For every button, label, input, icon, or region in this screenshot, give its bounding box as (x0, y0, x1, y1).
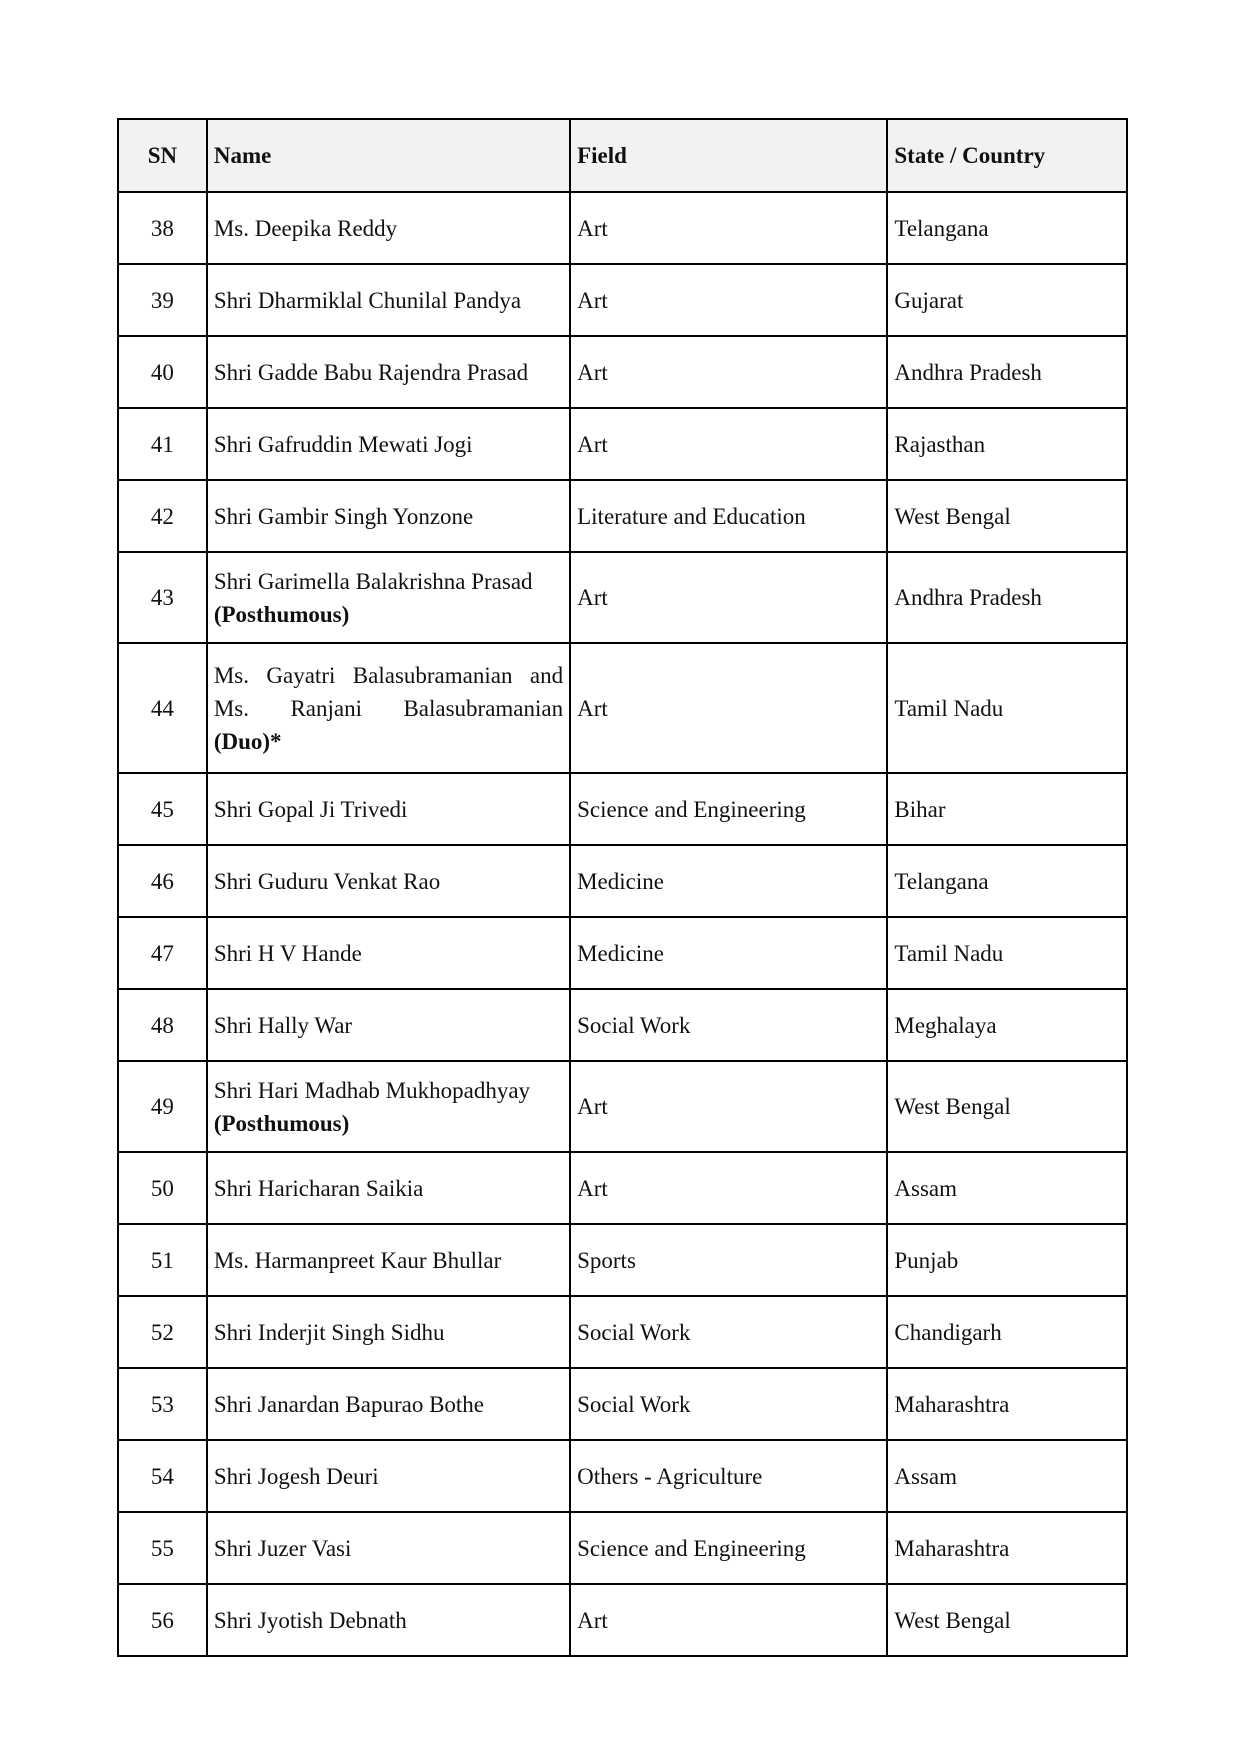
cell-sn: 46 (118, 845, 207, 917)
cell-name: Shri Gambir Singh Yonzone (207, 480, 570, 552)
cell-state: West Bengal (887, 480, 1127, 552)
cell-name: Shri Jogesh Deuri (207, 1440, 570, 1512)
header-row (118, 119, 1127, 192)
cell-sn: 44 (118, 643, 207, 773)
cell-field: Art (570, 408, 887, 480)
cell-sn: 39 (118, 264, 207, 336)
cell-name (207, 1061, 570, 1152)
cell-sn: 45 (118, 773, 207, 845)
cell-field: Social Work (570, 989, 887, 1061)
cell-state: Assam (887, 1440, 1127, 1512)
cell-name: Shri Gopal Ji Trivedi (207, 773, 570, 845)
cell-field: Art (570, 552, 887, 643)
cell-field: Others - Agriculture (570, 1440, 887, 1512)
table-row (118, 552, 1127, 643)
cell-field: Art (570, 336, 887, 408)
cell-state: Telangana (887, 845, 1127, 917)
cell-state: Rajasthan (887, 408, 1127, 480)
cell-state: Tamil Nadu (887, 643, 1127, 773)
header-name: Name (207, 119, 570, 192)
cell-name: Shri Juzer Vasi (207, 1512, 570, 1584)
cell-sn: 41 (118, 408, 207, 480)
cell-field: Art (570, 192, 887, 264)
cell-field: Literature and Education (570, 480, 887, 552)
cell-sn: 47 (118, 917, 207, 989)
cell-state: Andhra Pradesh (887, 336, 1127, 408)
cell-state: Maharashtra (887, 1368, 1127, 1440)
cell-field: Social Work (570, 1296, 887, 1368)
cell-state: Meghalaya (887, 989, 1127, 1061)
name-text: Ms. Gayatri Balasubramanian and Ms. Ranjani Balasubramanian (213, 662, 564, 721)
cell-state: Andhra Pradesh (887, 552, 1127, 643)
table-row (118, 264, 1127, 336)
duo-note: (Duo)* (213, 728, 282, 754)
cell-state: Tamil Nadu (887, 917, 1127, 989)
table-row (118, 917, 1127, 989)
cell-field: Art (570, 1152, 887, 1224)
cell-name: Ms. Harmanpreet Kaur Bhullar (207, 1224, 570, 1296)
cell-field: Social Work (570, 1368, 887, 1440)
table-row (118, 480, 1127, 552)
cell-field: Art (570, 264, 887, 336)
cell-name: Ms. Deepika Reddy (207, 192, 570, 264)
table-row (118, 643, 1127, 773)
table-row (118, 336, 1127, 408)
table-row (118, 1061, 1127, 1152)
cell-name: Shri Hally War (207, 989, 570, 1061)
cell-sn: 40 (118, 336, 207, 408)
cell-name: Shri Inderjit Singh Sidhu (207, 1296, 570, 1368)
cell-sn: 53 (118, 1368, 207, 1440)
cell-field: Art (570, 643, 887, 773)
cell-state: Assam (887, 1152, 1127, 1224)
cell-state: Telangana (887, 192, 1127, 264)
cell-sn: 48 (118, 989, 207, 1061)
posthumous-note: (Posthumous) (213, 1110, 350, 1136)
name-text: Shri Garimella Balakrishna Prasad (213, 568, 533, 594)
cell-name: Shri Haricharan Saikia (207, 1152, 570, 1224)
table-row (118, 989, 1127, 1061)
cell-name: Shri H V Hande (207, 917, 570, 989)
cell-state: West Bengal (887, 1061, 1127, 1152)
cell-name: Shri Guduru Venkat Rao (207, 845, 570, 917)
table-row (118, 1296, 1127, 1368)
header-field: Field (570, 119, 887, 192)
cell-sn: 50 (118, 1152, 207, 1224)
table-row (118, 1368, 1127, 1440)
table-row (118, 845, 1127, 917)
cell-state: Chandigarh (887, 1296, 1127, 1368)
cell-name (207, 643, 570, 773)
table-row (118, 408, 1127, 480)
cell-state: West Bengal (887, 1584, 1127, 1656)
cell-sn: 55 (118, 1512, 207, 1584)
table-row (118, 1152, 1127, 1224)
cell-name: Shri Janardan Bapurao Bothe (207, 1368, 570, 1440)
cell-field: Science and Engineering (570, 773, 887, 845)
cell-state: Bihar (887, 773, 1127, 845)
cell-sn: 54 (118, 1440, 207, 1512)
cell-sn: 52 (118, 1296, 207, 1368)
cell-state: Maharashtra (887, 1512, 1127, 1584)
cell-name (207, 552, 570, 643)
awardees-table (117, 118, 1128, 1657)
cell-name: Shri Jyotish Debnath (207, 1584, 570, 1656)
table-row (118, 192, 1127, 264)
header-sn: SN (118, 119, 207, 192)
cell-sn: 43 (118, 552, 207, 643)
table-row (118, 1440, 1127, 1512)
cell-field: Art (570, 1061, 887, 1152)
table-row (118, 1224, 1127, 1296)
cell-field: Art (570, 1584, 887, 1656)
cell-field: Medicine (570, 917, 887, 989)
table-row (118, 773, 1127, 845)
cell-name: Shri Gadde Babu Rajendra Prasad (207, 336, 570, 408)
cell-sn: 42 (118, 480, 207, 552)
header-state: State / Country (887, 119, 1127, 192)
cell-name: Shri Dharmiklal Chunilal Pandya (207, 264, 570, 336)
cell-state: Punjab (887, 1224, 1127, 1296)
cell-name: Shri Gafruddin Mewati Jogi (207, 408, 570, 480)
cell-field: Medicine (570, 845, 887, 917)
table-row (118, 1584, 1127, 1656)
table-row (118, 1512, 1127, 1584)
cell-field: Sports (570, 1224, 887, 1296)
cell-state: Gujarat (887, 264, 1127, 336)
name-text: Shri Hari Madhab Mukhopadhyay (213, 1077, 531, 1103)
posthumous-note: (Posthumous) (213, 601, 350, 627)
cell-sn: 49 (118, 1061, 207, 1152)
cell-sn: 51 (118, 1224, 207, 1296)
cell-field: Science and Engineering (570, 1512, 887, 1584)
cell-sn: 56 (118, 1584, 207, 1656)
cell-sn: 38 (118, 192, 207, 264)
